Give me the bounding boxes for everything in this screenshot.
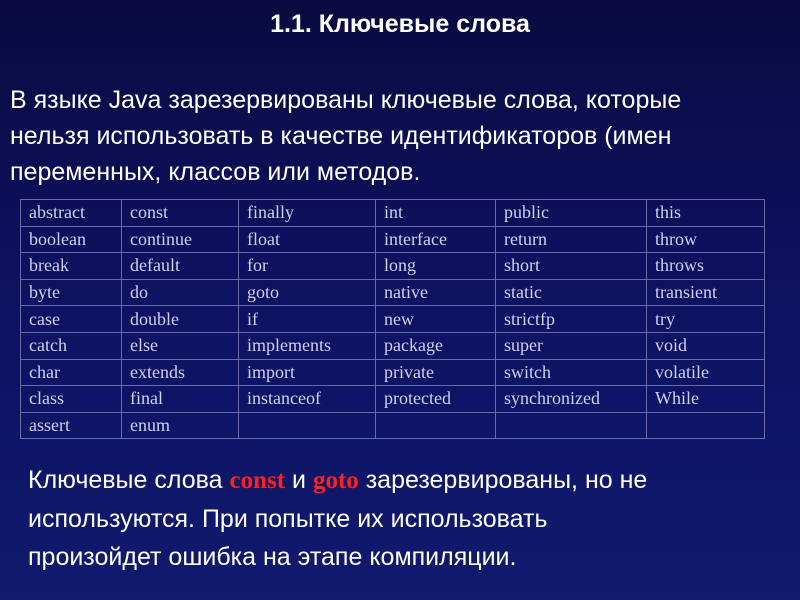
keyword-cell: instanceof xyxy=(239,386,376,413)
keyword-cell: for xyxy=(239,253,376,280)
keyword-cell: byte xyxy=(21,279,122,306)
keyword-cell: const xyxy=(122,200,239,227)
keyword-cell: do xyxy=(122,279,239,306)
keyword-cell: this xyxy=(647,200,765,227)
keyword-cell: float xyxy=(239,226,376,253)
table-row xyxy=(21,200,765,227)
keyword-cell: implements xyxy=(239,332,376,359)
keyword-cell: short xyxy=(496,253,647,280)
table-row xyxy=(21,332,765,359)
note-prefix: Ключевые слова xyxy=(28,466,230,494)
keyword-cell: volatile xyxy=(647,359,765,386)
keyword-cell: double xyxy=(122,306,239,333)
table-row xyxy=(21,306,765,333)
table-row xyxy=(21,412,765,439)
highlight-keyword-goto: goto xyxy=(312,467,359,494)
keyword-cell: final xyxy=(122,386,239,413)
keyword-cell: catch xyxy=(21,332,122,359)
keyword-cell: throw xyxy=(647,226,765,253)
keyword-cell: if xyxy=(239,306,376,333)
keyword-cell: private xyxy=(376,359,496,386)
note-line-3: произойдет ошибка на этапе компиляции. xyxy=(28,543,517,571)
keyword-cell: int xyxy=(376,200,496,227)
keyword-cell: switch xyxy=(496,359,647,386)
keyword-cell: abstract xyxy=(21,200,122,227)
keyword-cell: case xyxy=(21,306,122,333)
intro-paragraph xyxy=(10,82,790,190)
keyword-cell: continue xyxy=(122,226,239,253)
keyword-cell: assert xyxy=(21,412,122,439)
keyword-cell xyxy=(647,412,765,439)
note-mid: и xyxy=(285,466,313,494)
note-line-2: используются. При попытке их использовать xyxy=(28,505,548,533)
table-row xyxy=(21,253,765,280)
keyword-cell: throws xyxy=(647,253,765,280)
keyword-cell: import xyxy=(239,359,376,386)
keyword-cell: return xyxy=(496,226,647,253)
keyword-cell xyxy=(496,412,647,439)
keyword-cell: interface xyxy=(376,226,496,253)
keyword-cell: else xyxy=(122,332,239,359)
keyword-cell: goto xyxy=(239,279,376,306)
intro-line-2: нельзя использовать в качестве идентификаторов (имен xyxy=(10,122,672,150)
slide-title: 1.1. Ключевые слова xyxy=(270,10,530,38)
keyword-cell: default xyxy=(122,253,239,280)
keyword-cell: public xyxy=(496,200,647,227)
keyword-cell: finally xyxy=(239,200,376,227)
highlight-keyword-const: const xyxy=(229,467,286,494)
keywords-table xyxy=(20,199,765,439)
keyword-cell: native xyxy=(376,279,496,306)
keyword-cell: protected xyxy=(376,386,496,413)
keyword-cell: super xyxy=(496,332,647,359)
keyword-cell xyxy=(376,412,496,439)
intro-line-3: переменных, классов или методов. xyxy=(10,158,421,186)
table-row xyxy=(21,359,765,386)
note-suffix: зарезервированы, но не xyxy=(358,466,648,494)
keyword-cell xyxy=(239,412,376,439)
keywords-table-body xyxy=(21,200,765,439)
keyword-cell: strictfp xyxy=(496,306,647,333)
keyword-cell: synchronized xyxy=(496,386,647,413)
note-paragraph xyxy=(28,461,788,576)
table-row xyxy=(21,386,765,413)
table-row xyxy=(21,279,765,306)
keyword-cell: new xyxy=(376,306,496,333)
keyword-cell: long xyxy=(376,253,496,280)
keyword-cell: While xyxy=(647,386,765,413)
keyword-cell: boolean xyxy=(21,226,122,253)
keyword-cell: static xyxy=(496,279,647,306)
keyword-cell: package xyxy=(376,332,496,359)
keyword-cell: char xyxy=(21,359,122,386)
keyword-cell: transient xyxy=(647,279,765,306)
keyword-cell: break xyxy=(21,253,122,280)
table-row xyxy=(21,226,765,253)
intro-line-1: В языке Java зарезервированы ключевые слова, которые xyxy=(10,86,682,114)
keyword-cell: class xyxy=(21,386,122,413)
keyword-cell: try xyxy=(647,306,765,333)
keyword-cell: enum xyxy=(122,412,239,439)
keyword-cell: void xyxy=(647,332,765,359)
keyword-cell: extends xyxy=(122,359,239,386)
